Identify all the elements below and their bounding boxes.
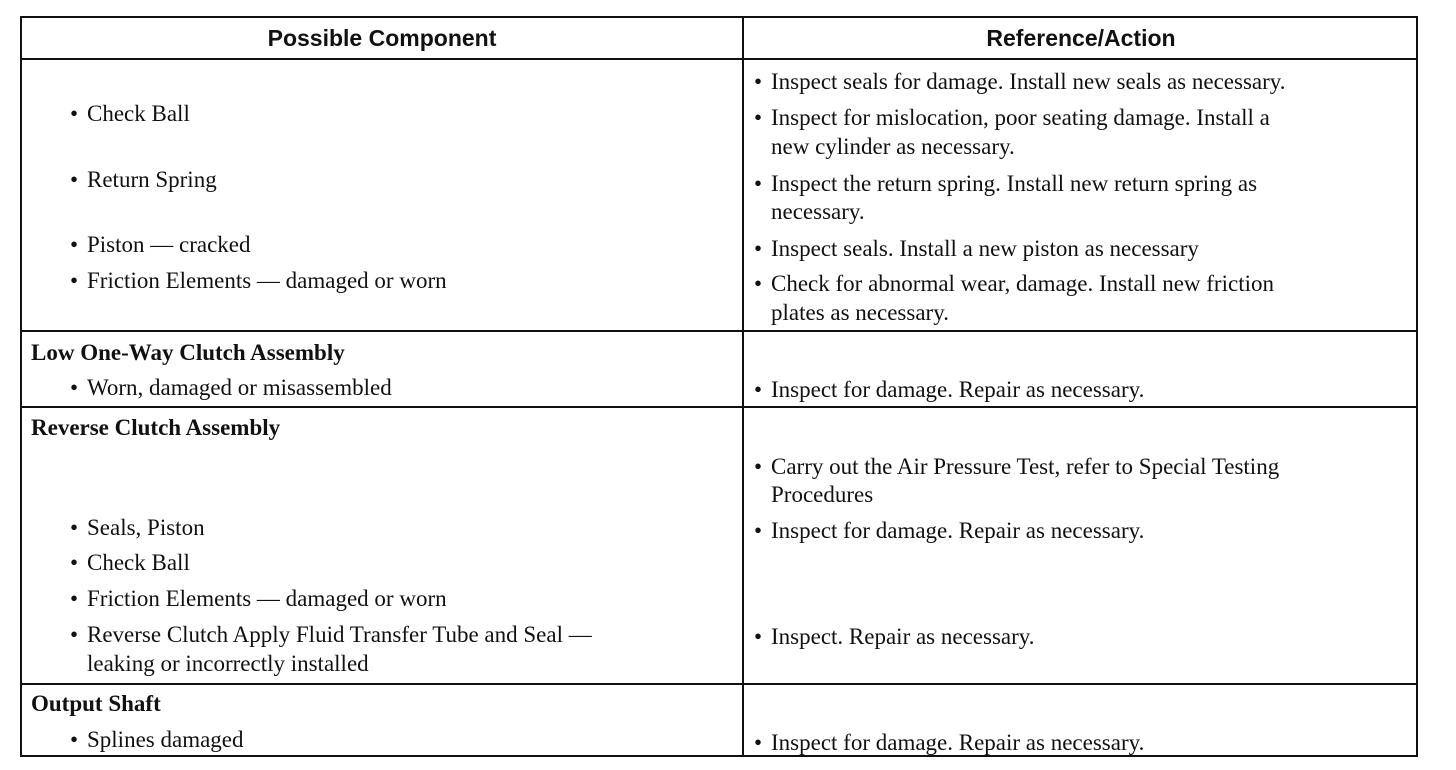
section-title: Reverse Clutch Assembly: [31, 415, 281, 440]
action-item: • Inspect seals. Install a new piston as necessary: [754, 234, 1199, 263]
row-divider: [22, 330, 1416, 332]
component-item: • Seals, Piston: [70, 513, 205, 542]
action-item: • Inspect for damage. Repair as necessary.: [754, 516, 1144, 545]
section-title: Output Shaft: [31, 691, 161, 716]
diagnosis-table: [20, 16, 1418, 757]
component-item: • Friction Elements — damaged or worn: [70, 266, 447, 295]
action-item-continued: Procedures: [771, 482, 874, 507]
action-item: • Inspect for mislocation, poor seating damage. Install a: [754, 103, 1270, 132]
header-divider: [22, 58, 1416, 60]
header-action: Reference/Action: [986, 25, 1176, 51]
component-item: • Piston — cracked: [70, 230, 251, 259]
row-divider: [22, 406, 1416, 408]
column-divider: [742, 18, 744, 755]
action-item: • Inspect seals for damage. Install new seals as necessary.: [754, 67, 1286, 96]
action-item: • Inspect. Repair as necessary.: [754, 622, 1035, 651]
action-item: • Inspect for damage. Repair as necessary.: [754, 375, 1144, 404]
action-item-continued: plates as necessary.: [771, 300, 949, 325]
component-item: • Splines damaged: [70, 725, 244, 754]
component-item: • Return Spring: [70, 165, 217, 194]
component-item: • Reverse Clutch Apply Fluid Transfer Tube and Seal —: [70, 620, 592, 649]
component-item: • Check Ball: [70, 548, 190, 577]
component-item: • Worn, damaged or misassembled: [70, 373, 392, 402]
action-item-continued: new cylinder as necessary.: [771, 134, 1015, 159]
action-item-continued: necessary.: [771, 199, 865, 224]
section-title: Low One-Way Clutch Assembly: [31, 340, 345, 365]
component-item-continued: leaking or incorrectly installed: [87, 651, 369, 676]
action-item: • Check for abnormal wear, damage. Install new friction: [754, 269, 1274, 298]
component-item: • Friction Elements — damaged or worn: [70, 584, 447, 613]
action-item: • Inspect the return spring. Install new return spring as: [754, 169, 1257, 198]
row-divider: [22, 683, 1416, 685]
header-component: Possible Component: [267, 25, 497, 51]
action-item: • Carry out the Air Pressure Test, refer to Special Testing: [754, 452, 1279, 481]
action-item: • Inspect for damage. Repair as necessary.: [754, 728, 1144, 757]
component-item: • Check Ball: [70, 99, 190, 128]
